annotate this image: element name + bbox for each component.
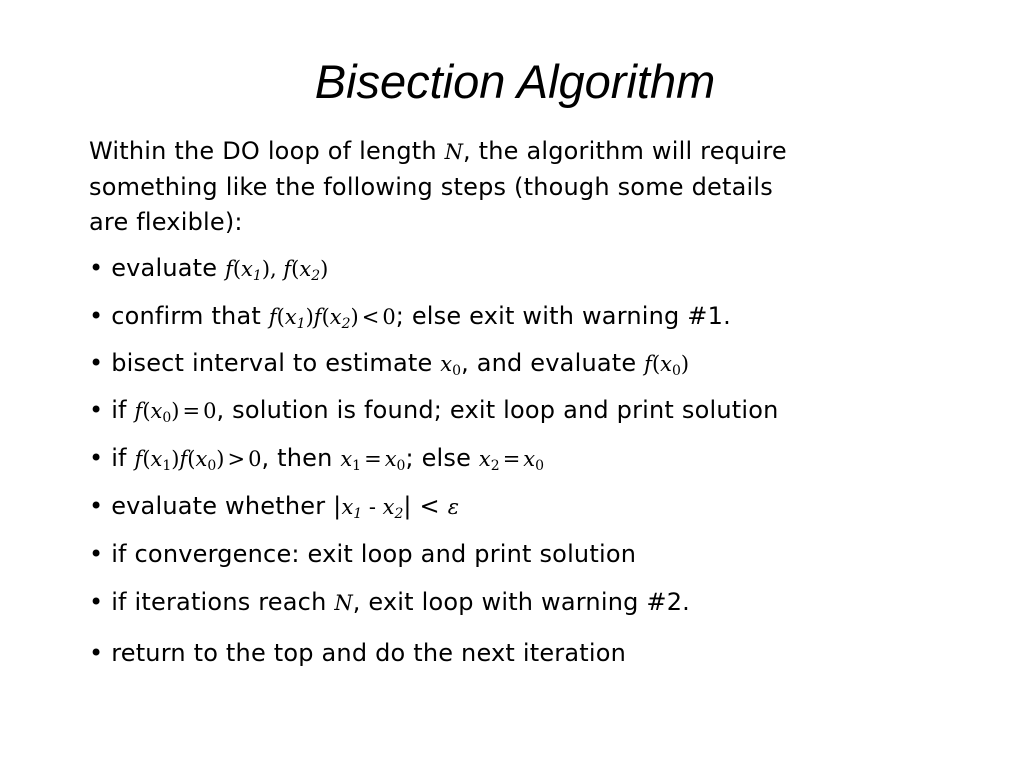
bullet-item [89,442,544,475]
math-N: N [444,140,463,164]
bullet-text: ; else exit with warning #1. [395,302,731,330]
math-expression: $f(x_0)$ [644,352,690,379]
bullet-text: if [103,396,135,424]
intro-line-2: something like the following steps (though some details [89,173,773,201]
bullet-mark: • [89,302,104,330]
bullet-item [89,637,626,669]
intro-text: Within the DO loop of length [89,137,445,165]
bullet-mark: • [89,492,104,520]
bullet-text: , solution is found; exit loop and print solution [216,396,779,424]
bullet-item [89,586,690,619]
bullet-text: if iterations reach [103,588,335,616]
bullet-mark: • [89,444,104,472]
bullet-text: return to the top and do the next iteration [103,639,627,667]
intro-paragraph [89,134,949,240]
math-expression: $x_1 - x_2$ [341,495,404,522]
bullet-text: | < [403,492,448,520]
bullet-mark: • [89,349,104,377]
bullet-text: , and evaluate [461,349,645,377]
math-expression: $x_2 = x_0$ [478,447,545,474]
bullet-text: if [103,444,135,472]
bullet-mark: • [89,588,104,616]
bullet-text: ; else [405,444,479,472]
math-epsilon: ε [447,495,459,519]
bullet-text: evaluate whether | [103,492,342,520]
bullet-item [89,538,636,570]
bullet-item [89,347,689,380]
bullet-text: , exit loop with warning #2. [352,588,690,616]
math-expression: $f(x_1)f(x_2) < 0$ [268,305,396,332]
bullet-item [89,300,731,333]
bullet-text: , then [261,444,341,472]
math-expression: $f(x_0) = 0$ [134,399,217,426]
intro-line-1 [89,134,949,170]
bullet-text: bisect interval to estimate [103,349,441,377]
bullet-text: if convergence: exit loop and print solution [103,540,637,568]
math-expression: $f(x_1)$, $f(x_2)$ [225,257,329,284]
bullet-text: evaluate [103,254,226,282]
bullet-item [89,490,459,523]
intro-line-3: are flexible): [89,208,243,236]
bullet-mark: • [89,254,104,282]
math-N: N [334,591,353,615]
math-expression: $f(x_1)f(x_0) > 0$ [134,447,262,474]
bullet-item [89,394,779,427]
math-expression: $x_0$ [440,352,462,379]
bullet-mark: • [89,639,104,667]
bullet-mark: • [89,396,104,424]
bullet-mark: • [89,540,104,568]
bullet-text: confirm that [103,302,269,330]
intro-text: , the algorithm will require [462,137,787,165]
bullet-item [89,252,328,285]
slide-title: Bisection Algorithm [314,55,716,108]
math-expression: $x_1 = x_0$ [340,447,406,474]
